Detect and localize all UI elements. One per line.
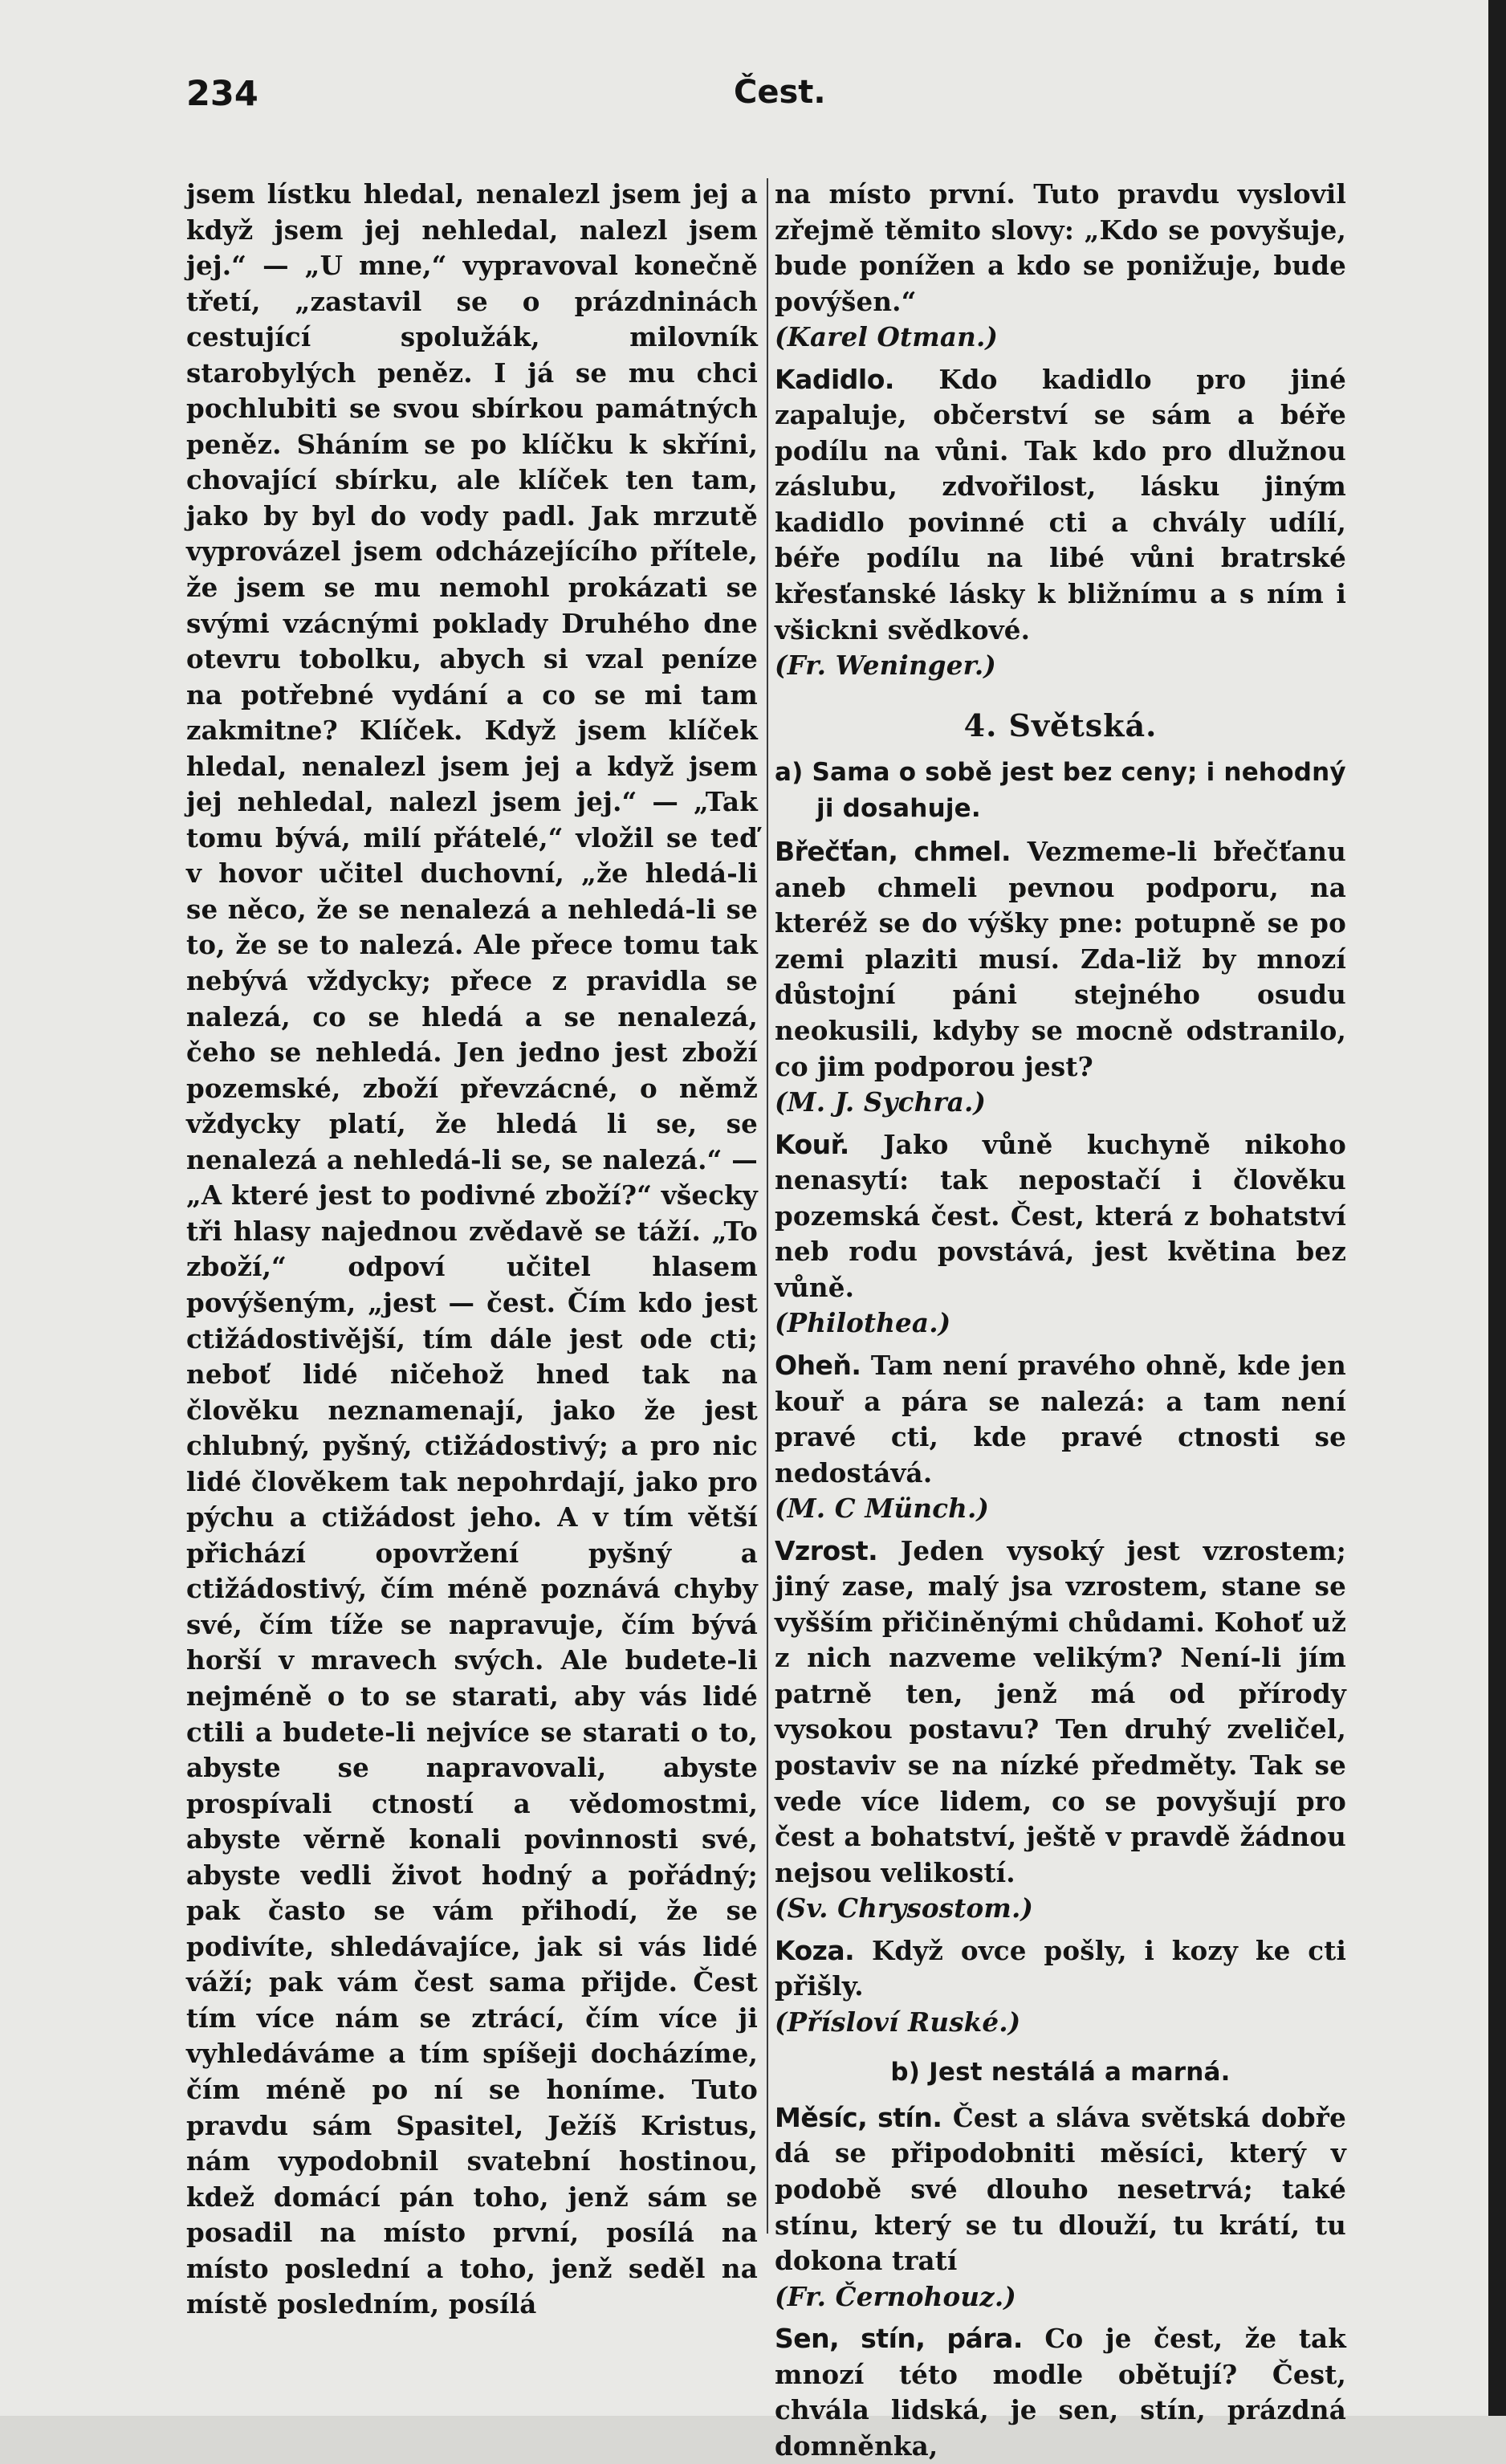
attribution: (M. C Münch.) — [775, 1493, 990, 1525]
entry — [775, 1127, 1346, 1306]
attribution: (Karel Otman.) — [775, 321, 999, 353]
attribution: (Philothea.) — [775, 1307, 951, 1339]
entry-text: Tam není pravého ohně, kde jen kouř a pára se nalezá: a tam není pravé cti, kde pravé ctnosti se nedostává. — [775, 1349, 1346, 1489]
entry-keyword: Sen, stín, pára. — [775, 2323, 1023, 2355]
attribution: (Fr. Weninger.) — [775, 650, 997, 682]
entry-text: Když ovce pošly, i kozy ke cti přišly. — [775, 1934, 1346, 2002]
attribution: (Přísloví Ruské.) — [775, 2006, 1021, 2038]
entry-keyword: Oheň. — [775, 1349, 861, 1381]
entry-text: Čest a sláva světská dobře dá se připodobniti měsíci, který v podobě své dlouho nesetrvá; také stínu, který se tu dlouží, tu krátí, tu dokona tratí — [775, 2101, 1347, 2277]
entry-keyword: Břečťan, chmel. — [775, 836, 1011, 868]
entry — [775, 1533, 1346, 1891]
entry — [775, 1933, 1346, 2005]
entry — [775, 362, 1346, 648]
entry-text: Co je čest, že tak mnozí této modle obětují? Čest, chvála lidská, je sen, stín, prázdná domněnka, — [775, 2323, 1347, 2462]
entry-keyword: Vzrost. — [775, 1534, 878, 1566]
entry — [775, 1348, 1346, 1491]
page-number: 234 — [186, 74, 258, 114]
column-divider — [767, 178, 768, 2234]
page-edge-shadow — [1488, 0, 1506, 2416]
entry — [775, 2321, 1346, 2464]
left-column-text: jsem lístku hledal, nenalezl jsem jej a když jsem jej nehledal, nalezl jsem jej.“ — „U mne,“ vypravoval konečně třetí, „zastavil se o prázdninách cestující spolužák, milovník starobylých peněz. I já se mu chci pochlubiti se svou sbírkou památných peněz. Sháním se po klíčku k skříni, chovající sbírku, ale klíček ten tam, jako by byl do vody padl. Jak mrzutě vyprovázel jsem odcházejícího přítele, že jsem se mu nemohl prokázati se svými vzácnými poklady Druhého dne otevru tobolku, abych si vzal peníze na potřebné vydání a co se mi tam zakmitne? Klíček. Když jsem klíček hledal, nenalezl jsem jej a když jsem jej nehledal, nalezl jsem jej.“ — „Tak tomu bývá, milí přátelé,“ vložil se teď v hovor učitel duchovní, „že hledá-li se něco, že se nenalezá a nehledá-li se to, že se to nalezá. Ale přece tomu tak nebývá vždycky; přece z pravidla se nalezá, co se hledá a se nenalezá, čeho se nehledá. Jen jedno jest zboží pozemské, zboží převzácné, o němž vždycky platí, že hledá li se, se nenalezá a nehledá-li se, se nalezá.“ — „A které jest to podivné zboží?“ všecky tři hlasy najednou zvědavě se táží. „To zboží,“ odpoví učitel hlasem povýšeným, „jest — čest. Čím kdo jest ctižádostivější, tím dále jest ode cti; neboť lidé ničehož hned tak na člověku neznamenají, jako že jest chlubný, pyšný, ctižádostivý; a pro nic lidé člověkem tak nepohrdají, jako pro pýchu a ctižádost jeho. A v tím větší přichází opovržení pyšný a ctižádostivý, čím méně poznává chyby své, čím tíže se napravuje, čím bývá horší v mravech svých. Ale budete-li nejméně o to se starati, aby vás lidé ctili a budete-li nejvíce se starati o to, abyste se napravovali, abyste prospívali ctností a vědomostmi, abyste věrně konali povinnosti své, abyste vedli život hodný a pořádný; pak často se vám přihodí, že se podivíte, shledávajíce, jak si vás lidé váží; pak vám čest sama přijde. Čest tím více nám se ztrácí, čím více ji vyhledáváme a tím spíšeji docházíme, čím méně po ní se honíme. Tuto pravdu sám Spasitel, Ježíš Kristus, nám vypodobnil svatební hostinou, kdež domácí pán toho, jenž sám se posadil na místo první, posílá na místo poslední a toho, jenž seděl na místě posledním, posílá — [186, 178, 758, 2320]
left-column — [186, 177, 758, 2323]
subsection-heading: b) Jest nestálá a marná. — [890, 2058, 1231, 2087]
attribution: (Sv. Chrysostom.) — [775, 1892, 1034, 1924]
page-header — [186, 74, 1334, 130]
running-head: Čest. — [734, 74, 826, 111]
section-title: 4. Světská. — [963, 707, 1158, 743]
entry — [775, 834, 1346, 1085]
entry-keyword: Koza. — [775, 1934, 855, 1966]
entry-text: Kdo kadidlo pro jiné zapaluje, občerství se sám a béře podílu na vůni. Tak kdo pro dlužnou záslubu, zdvořilost, lásku jiným kadidlo povinné cti a chvály udílí, béře podílu na libé vůni bratrské křesťanské lásky k bližnímu a s ním i všickni svědkové. — [775, 363, 1346, 646]
entry-keyword: Měsíc, stín. — [775, 2101, 942, 2133]
entry-text: Jako vůně kuchyně nikoho nenasytí: tak nepostačí i člověku pozemská čest. Čest, která z bohatství neb rodu povstává, jest květina bez vůně. — [775, 1128, 1346, 1303]
attribution: (M. J. Sychra.) — [775, 1086, 987, 1118]
entry-text: Vezmeme-li břečťanu aneb chmeli pevnou podporu, na kteréž se do výšky pne: potupně se po zemi plaziti musí. Zda-liž by mnozí důstojní páni stejného osudu neokusili, kdyby se mocně odstranilo, co jim podporou jest? — [775, 836, 1347, 1082]
entry-text: Jeden vysoký jest vzrostem; jiný zase, malý jsa vzrostem, stane se vyšším přičiněnými chůdami. Kohoť už z nich nazveme velikým? Není-li jím patrně ten, jenž má od přírody vysokou postavu? Ten druhý zveličel, postaviv se na nízké předměty. Tak se vede více lidem, co se povyšují pro čest a bohatství, ještě v pravdě žádnou nejsou velikostí. — [775, 1534, 1346, 1888]
entry-keyword: Kadidlo. — [775, 363, 894, 395]
subsection-heading: a) Sama o sobě jest bez ceny; i nehodný ji dosahuje. — [775, 758, 1346, 823]
entry — [775, 2100, 1346, 2279]
intro-text: na místo první. Tuto pravdu vyslovil zřejmě těmito slovy: „Kdo se povyšuje, bude ponížen a kdo se ponižuje, bude povýšen.“ — [775, 178, 1346, 317]
right-column — [775, 177, 1346, 2464]
attribution: (Fr. Černohouz.) — [775, 2280, 1016, 2312]
entry-keyword: Kouř. — [775, 1128, 849, 1160]
